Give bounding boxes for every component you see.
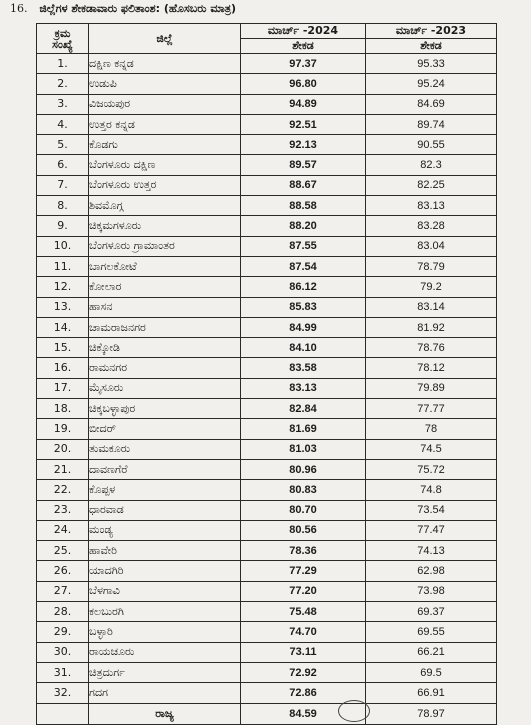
value-2023-cell: 74.8 — [366, 480, 497, 500]
value-2024-cell: 72.86 — [241, 683, 366, 703]
value-2023-cell: 66.91 — [366, 683, 497, 703]
value-2024-cell: 81.03 — [241, 439, 366, 459]
serial-cell: 24. — [37, 520, 89, 540]
district-cell: ದಕ್ಷಿಣ ಕನ್ನಡ — [89, 54, 241, 74]
district-cell: ಚಿತ್ರದುರ್ಗ — [89, 662, 241, 682]
value-2024-cell: 86.12 — [241, 277, 366, 297]
header-serial-number: ಕ್ರಮ ಸಂಖ್ಯೆ — [37, 24, 89, 54]
value-2023-cell: 83.14 — [366, 297, 497, 317]
district-cell: ಬೆಂಗಳೂರು ಗ್ರಾಮಾಂತರ — [89, 236, 241, 256]
district-cell: ಬೆಳಗಾವಿ — [89, 581, 241, 601]
value-2024-cell: 96.80 — [241, 74, 366, 94]
value-2023-cell: 69.5 — [366, 662, 497, 682]
table-row — [37, 358, 497, 378]
table-row — [37, 520, 497, 540]
district-cell: ಬೆಂಗಳೂರು ದಕ್ಷಿಣ — [89, 155, 241, 175]
value-2023-cell: 69.55 — [366, 622, 497, 642]
value-2024-cell: 73.11 — [241, 642, 366, 662]
total-label-cell: ರಾಜ್ಯ — [89, 703, 241, 724]
district-cell: ಹಾಸನ — [89, 297, 241, 317]
table-row — [37, 338, 497, 358]
serial-cell: 3. — [37, 94, 89, 114]
table-row — [37, 216, 497, 236]
district-cell: ಯಾದಗಿರಿ — [89, 561, 241, 581]
district-cell: ಬಾಗಲಕೋಟೆ — [89, 256, 241, 276]
district-cell: ರಾಮನಗರ — [89, 358, 241, 378]
table-row — [37, 419, 497, 439]
value-2024-cell: 83.58 — [241, 358, 366, 378]
value-2024-cell: 75.48 — [241, 602, 366, 622]
district-cell: ಕೊಡಗು — [89, 135, 241, 155]
table-row — [37, 602, 497, 622]
table-row — [37, 439, 497, 459]
header-unit-2024: ಶೇಕಡ — [241, 39, 366, 54]
value-2023-cell: 75.72 — [366, 459, 497, 479]
table-row — [37, 541, 497, 561]
serial-cell: 27. — [37, 581, 89, 601]
district-cell: ಹಾವೇರಿ — [89, 541, 241, 561]
serial-cell: 19. — [37, 419, 89, 439]
value-2023-cell: 79.89 — [366, 378, 497, 398]
value-2023-cell: 82.25 — [366, 175, 497, 195]
header-district: ಜಿಲ್ಲೆ — [89, 24, 241, 54]
table-row — [37, 378, 497, 398]
value-2023-cell: 66.21 — [366, 642, 497, 662]
serial-cell: 22. — [37, 480, 89, 500]
value-2023-cell: 74.13 — [366, 541, 497, 561]
district-cell: ಕೊಪ್ಪಳ — [89, 480, 241, 500]
table-row — [37, 175, 497, 195]
serial-cell: 18. — [37, 399, 89, 419]
state-total-row — [37, 703, 497, 724]
table-row — [37, 236, 497, 256]
serial-cell: 26. — [37, 561, 89, 581]
table-row — [37, 581, 497, 601]
value-2023-cell: 82.3 — [366, 155, 497, 175]
section-number: 16. — [10, 2, 28, 15]
district-cell: ಮಂಡ್ಯ — [89, 520, 241, 540]
table-row — [37, 500, 497, 520]
value-2024-cell: 92.13 — [241, 135, 366, 155]
table-row — [37, 642, 497, 662]
value-2024-cell: 77.20 — [241, 581, 366, 601]
value-2024-cell: 78.36 — [241, 541, 366, 561]
value-2024-cell: 84.10 — [241, 338, 366, 358]
value-2024-cell: 80.56 — [241, 520, 366, 540]
table-row — [37, 155, 497, 175]
page-edge-mark — [338, 700, 370, 722]
serial-cell: 6. — [37, 155, 89, 175]
district-cell: ಬೆಂಗಳೂರು ಉತ್ತರ — [89, 175, 241, 195]
value-2024-cell: 82.84 — [241, 399, 366, 419]
district-cell: ಉತ್ತರ ಕನ್ನಡ — [89, 114, 241, 134]
value-2023-cell: 83.28 — [366, 216, 497, 236]
table-row — [37, 297, 497, 317]
value-2024-cell: 94.89 — [241, 94, 366, 114]
district-cell: ಧಾರವಾಡ — [89, 500, 241, 520]
serial-cell: 1. — [37, 54, 89, 74]
district-cell: ಕೋಲಾರ — [89, 277, 241, 297]
value-2023-cell: 81.92 — [366, 317, 497, 337]
district-cell: ಕಲಬುರಗಿ — [89, 602, 241, 622]
header-unit-2023: ಶೇಕಡ — [366, 39, 497, 54]
value-2023-cell: 83.13 — [366, 196, 497, 216]
value-2023-cell: 78.76 — [366, 338, 497, 358]
value-2024-cell: 88.67 — [241, 175, 366, 195]
table-row — [37, 256, 497, 276]
serial-cell: 11. — [37, 256, 89, 276]
value-2024-cell: 74.70 — [241, 622, 366, 642]
table-row — [37, 74, 497, 94]
value-2024-cell: 83.13 — [241, 378, 366, 398]
value-2023-cell: 69.37 — [366, 602, 497, 622]
district-cell: ರಾಯಚೂರು — [89, 642, 241, 662]
total-2024-cell: 84.59 — [241, 703, 366, 724]
value-2023-cell: 79.2 — [366, 277, 497, 297]
value-2024-cell: 81.69 — [241, 419, 366, 439]
value-2024-cell: 87.55 — [241, 236, 366, 256]
table-row — [37, 317, 497, 337]
district-cell: ಬಳ್ಳಾರಿ — [89, 622, 241, 642]
value-2023-cell: 89.74 — [366, 114, 497, 134]
value-2023-cell: 73.54 — [366, 500, 497, 520]
serial-cell: 25. — [37, 541, 89, 561]
value-2023-cell: 84.69 — [366, 94, 497, 114]
serial-cell: 8. — [37, 196, 89, 216]
district-cell: ಉಡುಪಿ — [89, 74, 241, 94]
district-cell: ಚಿಕ್ಕಮಗಳೂರು — [89, 216, 241, 236]
value-2024-cell: 84.99 — [241, 317, 366, 337]
serial-cell: 12. — [37, 277, 89, 297]
serial-cell: 30. — [37, 642, 89, 662]
serial-cell: 28. — [37, 602, 89, 622]
table-row — [37, 459, 497, 479]
total-2023-cell: 78.97 — [366, 703, 497, 724]
serial-cell: 14. — [37, 317, 89, 337]
value-2023-cell: 77.47 — [366, 520, 497, 540]
value-2023-cell: 83.04 — [366, 236, 497, 256]
serial-cell: 2. — [37, 74, 89, 94]
table-row — [37, 114, 497, 134]
district-cell: ಮೈಸೂರು — [89, 378, 241, 398]
value-2024-cell: 92.51 — [241, 114, 366, 134]
value-2024-cell: 80.96 — [241, 459, 366, 479]
value-2024-cell: 77.29 — [241, 561, 366, 581]
header-march-2024: ಮಾರ್ಚ್ -2024 — [241, 24, 366, 39]
table-row — [37, 54, 497, 74]
table-row — [37, 662, 497, 682]
value-2024-cell: 87.54 — [241, 256, 366, 276]
value-2024-cell: 85.83 — [241, 297, 366, 317]
serial-cell: 13. — [37, 297, 89, 317]
value-2024-cell: 80.83 — [241, 480, 366, 500]
district-results-table — [36, 23, 497, 725]
district-cell: ಚಿಕ್ಕೋಡಿ — [89, 338, 241, 358]
total-serial-cell — [37, 703, 89, 724]
header-march-2023: ಮಾರ್ಚ್ -2023 — [366, 24, 497, 39]
district-cell: ತುಮಕೂರು — [89, 439, 241, 459]
section-title: ಜಿಲ್ಲೆಗಳ ಶೇಕಡಾವಾರು ಫಲಿತಾಂಶ: (ಹೊಸಬರು ಮಾತ್ರ) — [39, 2, 237, 15]
district-cell: ಚಿಕ್ಕಬಳ್ಳಾಪುರ — [89, 399, 241, 419]
table-row — [37, 196, 497, 216]
serial-cell: 17. — [37, 378, 89, 398]
serial-cell: 23. — [37, 500, 89, 520]
value-2023-cell: 78 — [366, 419, 497, 439]
value-2023-cell: 62.98 — [366, 561, 497, 581]
district-cell: ಗದಗ — [89, 683, 241, 703]
serial-cell: 5. — [37, 135, 89, 155]
table-row — [37, 683, 497, 703]
district-cell: ಬೀದರ್ — [89, 419, 241, 439]
district-cell: ದಾವಣಗೆರೆ — [89, 459, 241, 479]
serial-cell: 31. — [37, 662, 89, 682]
serial-cell: 29. — [37, 622, 89, 642]
table-row — [37, 135, 497, 155]
serial-cell: 15. — [37, 338, 89, 358]
value-2023-cell: 90.55 — [366, 135, 497, 155]
value-2024-cell: 88.20 — [241, 216, 366, 236]
value-2024-cell: 89.57 — [241, 155, 366, 175]
value-2023-cell: 78.79 — [366, 256, 497, 276]
value-2023-cell: 74.5 — [366, 439, 497, 459]
table-row — [37, 480, 497, 500]
value-2023-cell: 78.12 — [366, 358, 497, 378]
table-row — [37, 561, 497, 581]
district-cell: ವಿಜಯಪುರ — [89, 94, 241, 114]
value-2023-cell: 95.24 — [366, 74, 497, 94]
district-cell: ಚಾಮರಾಜನಗರ — [89, 317, 241, 337]
serial-cell: 21. — [37, 459, 89, 479]
value-2023-cell: 73.98 — [366, 581, 497, 601]
serial-cell: 9. — [37, 216, 89, 236]
serial-cell: 32. — [37, 683, 89, 703]
district-cell: ಶಿವಮೊಗ್ಗ — [89, 196, 241, 216]
table-row — [37, 622, 497, 642]
table-row — [37, 94, 497, 114]
table-row — [37, 399, 497, 419]
value-2024-cell: 72.92 — [241, 662, 366, 682]
serial-cell: 4. — [37, 114, 89, 134]
serial-cell: 16. — [37, 358, 89, 378]
serial-cell: 20. — [37, 439, 89, 459]
section-heading — [10, 2, 236, 16]
table-row — [37, 277, 497, 297]
serial-cell: 10. — [37, 236, 89, 256]
value-2024-cell: 97.37 — [241, 54, 366, 74]
value-2023-cell: 95.33 — [366, 54, 497, 74]
value-2023-cell: 77.77 — [366, 399, 497, 419]
value-2024-cell: 88.58 — [241, 196, 366, 216]
value-2024-cell: 80.70 — [241, 500, 366, 520]
serial-cell: 7. — [37, 175, 89, 195]
